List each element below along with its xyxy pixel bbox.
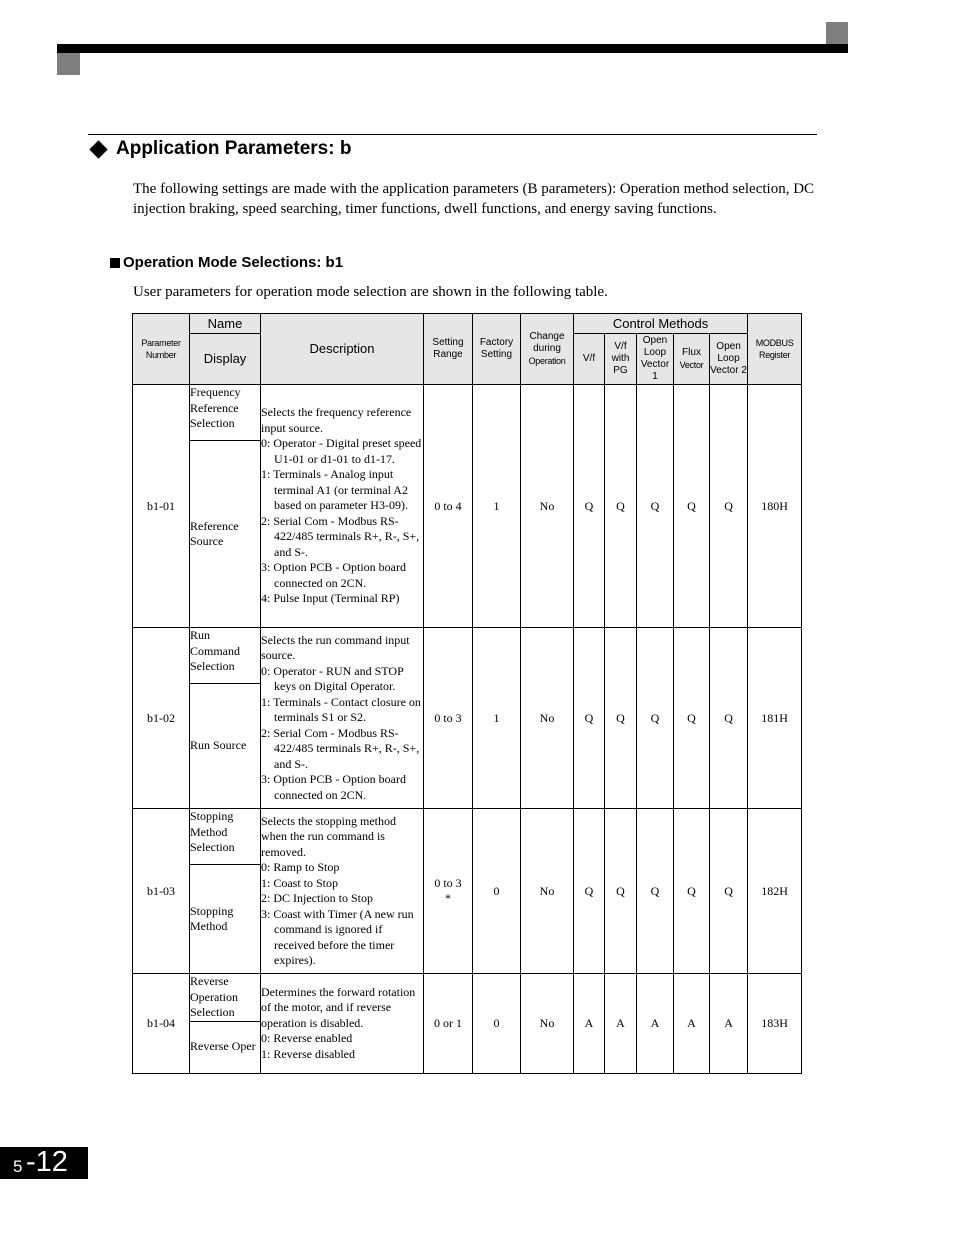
method-olv1: Q (637, 809, 674, 974)
parameter-description (261, 809, 424, 974)
page-chapter: 5 (13, 1157, 23, 1176)
parameter-number: b1-03 (133, 809, 190, 974)
method-flux-vector: Q (674, 809, 710, 974)
method-vf: Q (574, 385, 605, 628)
parameter-display: Stopping Method (190, 865, 261, 974)
change-during-operation: No (521, 628, 574, 809)
header-change-during: Change during (529, 330, 565, 354)
method-flux-vector: Q (674, 385, 710, 628)
header-factory-setting: Factory Setting (473, 314, 521, 385)
header-flux-vector (674, 334, 710, 385)
section-intro: The following settings are made with the application parameters (B parameters): Operation method selection, DC injection braking, speed searching, timer functions, dwell functions, and energy saving functions. (133, 181, 815, 217)
parameter-number: b1-02 (133, 628, 190, 809)
header-change-during-operation (521, 314, 574, 385)
parameter-display: Reverse Oper (190, 1021, 261, 1073)
header-control-methods: Control Methods (574, 314, 748, 334)
method-olv2: Q (710, 628, 748, 809)
parameter-name: Stopping Method Selection (190, 809, 261, 865)
parameter-name: Reverse Operation Selection (190, 974, 261, 1022)
header-parameter-number: Parameter Number (133, 314, 190, 385)
description-line: 3: Option PCB - Option board connected on 2CN. (261, 772, 407, 802)
method-vf-pg: Q (605, 809, 637, 974)
description-line: Selects the frequency reference input source. (261, 405, 412, 435)
method-vf: A (574, 974, 605, 1074)
method-vf: Q (574, 628, 605, 809)
method-olv1: Q (637, 628, 674, 809)
table-row (133, 809, 802, 865)
subsection-intro: User parameters for operation mode selection are shown in the following table. (133, 284, 608, 300)
description-line: Determines the forward rotation of the motor, and if reverse operation is disabled. (261, 984, 416, 1030)
parameters-table (132, 313, 802, 1074)
modbus-register: 181H (748, 628, 802, 809)
setting-range (424, 385, 473, 628)
description-line: 3: Option PCB - Option board connected on 2CN. (261, 560, 407, 590)
method-vf-pg: A (605, 974, 637, 1074)
description-line: 0: Ramp to Stop (261, 860, 340, 874)
header-flux: Flux (682, 346, 701, 358)
header-square-left (57, 53, 80, 75)
table-row (133, 974, 802, 1022)
parameter-name: Run Command Selection (190, 628, 261, 684)
method-flux-vector: A (674, 974, 710, 1074)
setting-range-note: * (445, 891, 451, 905)
header-name: Name (190, 314, 261, 334)
method-olv1: A (637, 974, 674, 1074)
square-bullet-icon (110, 258, 120, 268)
change-during-operation: No (521, 809, 574, 974)
section-title (89, 138, 351, 160)
subsection-title-text: Operation Mode Selections: b1 (123, 254, 344, 271)
description-line: 4: Pulse Input (Terminal RP) (261, 591, 400, 606)
parameters-table-body (133, 385, 802, 1074)
page-number-box (0, 1147, 88, 1179)
modbus-register: 183H (748, 974, 802, 1074)
parameter-number: b1-01 (133, 385, 190, 628)
parameter-display: Run Source (190, 684, 261, 809)
table-row (133, 385, 802, 441)
parameter-display: Reference Source (190, 441, 261, 628)
header-display: Display (190, 334, 261, 385)
setting-range (424, 628, 473, 809)
modbus-register: 182H (748, 809, 802, 974)
setting-range-value: 0 to 4 (434, 498, 462, 513)
header-description: Description (261, 314, 424, 385)
header-vector: Vector (679, 359, 704, 370)
header-modbus-register: MODBUS Register (748, 314, 802, 385)
setting-range-value: 0 to 3 (434, 710, 462, 725)
description-line: 2: Serial Com - Modbus RS-422/485 terminals R+, R-, S+, and S-. (261, 725, 420, 771)
setting-range (424, 809, 473, 974)
header-operation: Operation (528, 355, 566, 366)
factory-setting: 1 (473, 385, 521, 628)
factory-setting: 0 (473, 974, 521, 1074)
description-line: 1: Terminals - Contact closure on terminals S1 or S2. (261, 694, 421, 725)
description-line: Selects the run command input source. (261, 632, 410, 663)
method-olv2: A (710, 974, 748, 1074)
description-line: 0: Operator - RUN and STOP keys on Digital Operator. (261, 663, 404, 694)
parameter-description (261, 385, 424, 628)
header-open-loop-vector-1: Open Loop Vector 1 (637, 334, 674, 385)
table-row (133, 628, 802, 684)
description-line: 2: DC Injection to Stop (261, 891, 373, 905)
method-olv2: Q (710, 385, 748, 628)
description-line: 1: Terminals - Analog input terminal A1 (or terminal A2 based on parameter H3-09). (261, 467, 408, 513)
setting-range (424, 974, 473, 1074)
method-olv2: Q (710, 809, 748, 974)
parameter-number: b1-04 (133, 974, 190, 1074)
subsection-title (110, 254, 343, 271)
change-during-operation: No (521, 974, 574, 1074)
description-line: 0: Reverse enabled (261, 1031, 353, 1045)
description-line: 1: Reverse disabled (261, 1046, 355, 1061)
header-square-right (826, 22, 848, 44)
setting-range-value: 0 or 1 (434, 1015, 462, 1030)
section-rule (88, 134, 817, 135)
description-line: Selects the stopping method when the run command is removed. (261, 813, 396, 859)
factory-setting: 0 (473, 809, 521, 974)
modbus-register: 180H (748, 385, 802, 628)
method-vf-pg: Q (605, 385, 637, 628)
description-line: 1: Coast to Stop (261, 875, 339, 890)
description-line: 0: Operator - Digital preset speed U1-01 or d1-01 to d1-17. (261, 436, 422, 466)
factory-setting: 1 (473, 628, 521, 809)
page-number: -12 (26, 1146, 68, 1178)
parameter-description (261, 974, 424, 1074)
parameter-description (261, 628, 424, 809)
description-line: 3: Coast with Timer (A new run command is ignored if received before the timer expires). (261, 906, 414, 967)
method-olv1: Q (637, 385, 674, 628)
section-title-text: Application Parameters: b (116, 138, 352, 159)
method-vf: Q (574, 809, 605, 974)
parameter-name: Frequency Reference Selection (190, 385, 261, 441)
change-during-operation: No (521, 385, 574, 628)
method-vf-pg: Q (605, 628, 637, 809)
method-flux-vector: Q (674, 628, 710, 809)
header-vf: V/f (574, 334, 605, 385)
description-line: 2: Serial Com - Modbus RS-422/485 terminals R+, R-, S+, and S-. (261, 513, 420, 559)
header-setting-range: Setting Range (424, 314, 473, 385)
setting-range-value: 0 to 3 (434, 876, 462, 890)
header-open-loop-vector-2: Open Loop Vector 2 (710, 334, 748, 385)
header-bar (57, 44, 848, 53)
header-vf-with-pg: V/f with PG (605, 334, 637, 385)
diamond-bullet-icon (89, 140, 107, 158)
